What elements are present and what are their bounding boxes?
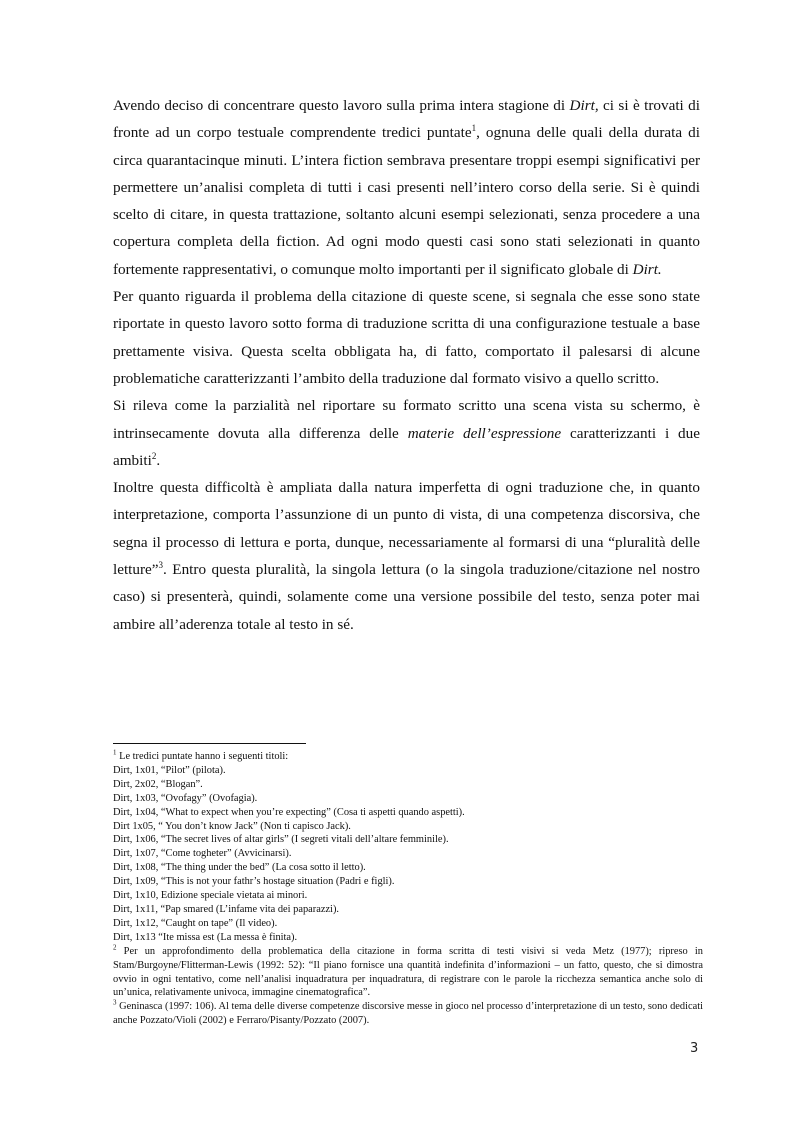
episode-line: Dirt, 1x06, “The secret lives of altar girls” (I segreti vitali dell’altare femminile). [113, 834, 449, 846]
italic-term: materie dell’espressione [407, 424, 562, 442]
episode-line: Dirt, 1x09, “This is not your fathr’s hostage situation (Padri e figli). [113, 876, 395, 888]
footnote-3: $^3$ Geninasca (1997: 106). Al tema delle diverse competenze discorsive messe in gioco nel processo d’interpretazione di un testo, sono dedicati anche Pozzato/Violi (2002) e Ferraro/Pisanty/Pozzato (2007). [113, 998, 703, 1027]
footnote-ref-1: 1 [471, 123, 477, 134]
episode-line: Dirt, 1x01, “Pilot” (pilota). [113, 764, 226, 776]
paragraph-4: Inoltre questa difficoltà è ampliata dalla natura imperfetta di ogni traduzione che, in quanto interpretazione, comporta l’assunzione di un punto di vista, di una competenza discorsiva, che segna il processo di lettura e porta, dunque, necessariamente al formarsi di una “pluralità delle letture”$^3$. Entro questa pluralità, la singola lettura (o la singola traduzione/citazione nel nostro caso) si presenterà, quindi, solamente come una versione possibile del testo, senza poter mai ambire all’aderenza totale al testo in sé. [113, 479, 700, 633]
footnote-ref-2: 2 [151, 450, 157, 461]
page-number: 3 [690, 1041, 699, 1056]
footnote-1-intro: $^1$ Le tredici puntate hanno i seguenti titoli: [113, 748, 289, 762]
episode-line: Dirt, 1x10, Edizione speciale vietata ai minori. [113, 890, 308, 902]
episode-line: Dirt, 1x04, “What to expect when you’re expecting” (Cosa ti aspetti quando aspetti). [113, 806, 465, 818]
episode-line: Dirt 1x05, “ You don’t know Jack” (Non ti capisco Jack). [113, 820, 351, 832]
footnote-separator [113, 743, 306, 744]
episode-line: Dirt, 1x08, “The thing under the bed” (La cosa sotto il letto). [113, 862, 366, 874]
italic-title: Dirt, [569, 97, 599, 114]
episode-line: Dirt, 1x12, “Caught on tape” (Il video). [113, 917, 278, 929]
episode-line: Dirt, 1x11, “Pap smared (L’infame vita dei paparazzi). [113, 903, 340, 915]
body-text [113, 92, 700, 638]
paragraph-2: Per quanto riguarda il problema della citazione di queste scene, si segnala che esse sono state riportate in questo lavoro sotto forma di traduzione scritta di una configurazione testuale a base prettamente visiva. Questa scelta obbligata ha, di fatto, comportato il palesarsi di alcune problematiche caratterizzanti l’ambito della traduzione dal formato visivo a quello scritto. [113, 288, 700, 387]
footnote-ref-3: 3 [158, 559, 164, 570]
footnote-2: $^2$ Per un approfondimento della problematica della citazione in forma scritta di testi visivi si veda Metz (1977); ripreso in Stam/Burgoyne/Flitterman-Lewis (1992: 52): “Il piano fornisce una quantità indefinita d’informazioni – un fatto, questo, che si dimostra ovvio in ogni tentativo, come nell’analisi inquadratura per inquadratura, di registrare con le parole la ricchezza semantica anche solo di un’unica, relativamente univoca, immagine cinematografica”. [113, 943, 703, 999]
paragraph-1: Avendo deciso di concentrare questo lavoro sulla prima intera stagione di Dirt, ci si è trovati di fronte ad un corpo testuale comprendente tredici puntate$^1$, ognuna delle quali della durata di circa quarantacinque minuti. L’intera fiction sembrava presentare troppi esempi significativi per permettere un’analisi completa di tutti i casi presenti nell’intero corso della serie. Si è quindi scelto di citare, in questa trattazione, soltanto alcuni esempi selezionati, senza procedere a una copertura completa della fiction. Ad ogni modo questi casi sono stati selezionati in quanto fortemente rappresentativi, o comunque molto importanti per il significato globale di Dirt. [113, 97, 701, 278]
episode-line: Dirt, 1x03, “Ovofagy” (Ovofagia). [113, 792, 258, 804]
paragraph-3: Si rileva come la parzialità nel riportare su formato scritto una scena vista su schermo, è intrinsecamente dovuta alla differenza delle materie dell’espressione caratterizzanti i due ambiti$^2$. [113, 397, 700, 469]
episode-line: Dirt, 2x02, “Blogan”. [113, 778, 203, 790]
episode-line: Dirt, 1x07, “Come togheter” (Avvicinarsi). [113, 848, 292, 860]
footnotes [113, 750, 703, 1028]
episode-line: Dirt, 1x13 “Ite missa est (La messa è finita). [113, 931, 298, 943]
italic-title: Dirt. [632, 260, 662, 278]
